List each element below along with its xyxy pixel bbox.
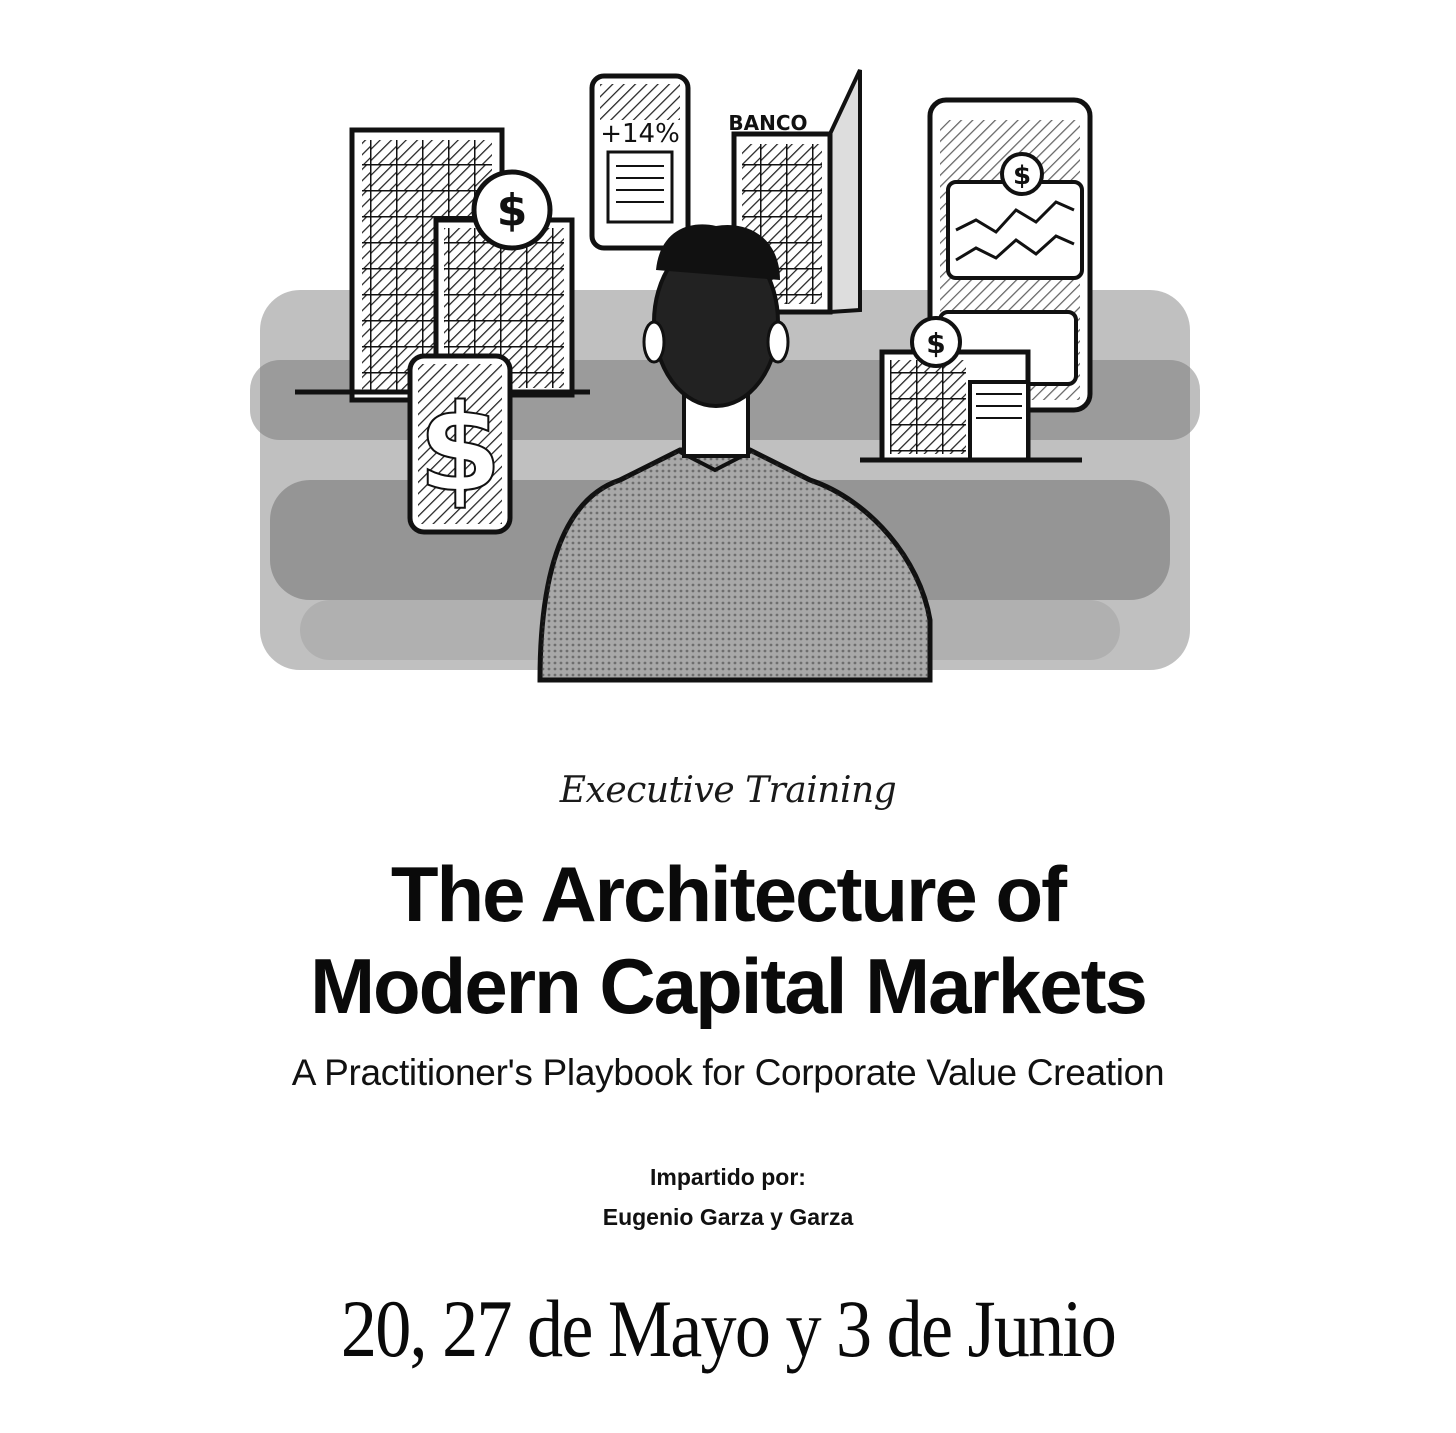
event-dates: 20, 27 de Mayo y 3 de Junio bbox=[340, 1283, 1116, 1374]
presenter-label: Impartido por: bbox=[650, 1164, 806, 1190]
svg-text:+14%: +14% bbox=[600, 119, 680, 149]
dollar-coin-icon bbox=[474, 172, 550, 248]
dollar-phone-icon bbox=[410, 356, 510, 532]
smartphone-icon bbox=[592, 76, 688, 248]
title-line-1: The Architecture of bbox=[390, 850, 1066, 938]
svg-text:BANCO: BANCO bbox=[728, 111, 808, 135]
presenter-name: Eugenio Garza y Garza bbox=[602, 1204, 854, 1230]
svg-text:$: $ bbox=[418, 380, 502, 519]
page-title bbox=[0, 848, 1456, 1032]
eyebrow-label: Executive Training bbox=[559, 770, 897, 811]
svg-text:$: $ bbox=[496, 185, 528, 236]
svg-text:$: $ bbox=[1012, 161, 1032, 191]
subtitle: A Practitioner's Playbook for Corporate Value Creation bbox=[291, 1052, 1165, 1093]
svg-text:$: $ bbox=[926, 327, 946, 360]
title-line-2: Modern Capital Markets bbox=[310, 942, 1146, 1030]
hero-illustration bbox=[240, 60, 1200, 700]
